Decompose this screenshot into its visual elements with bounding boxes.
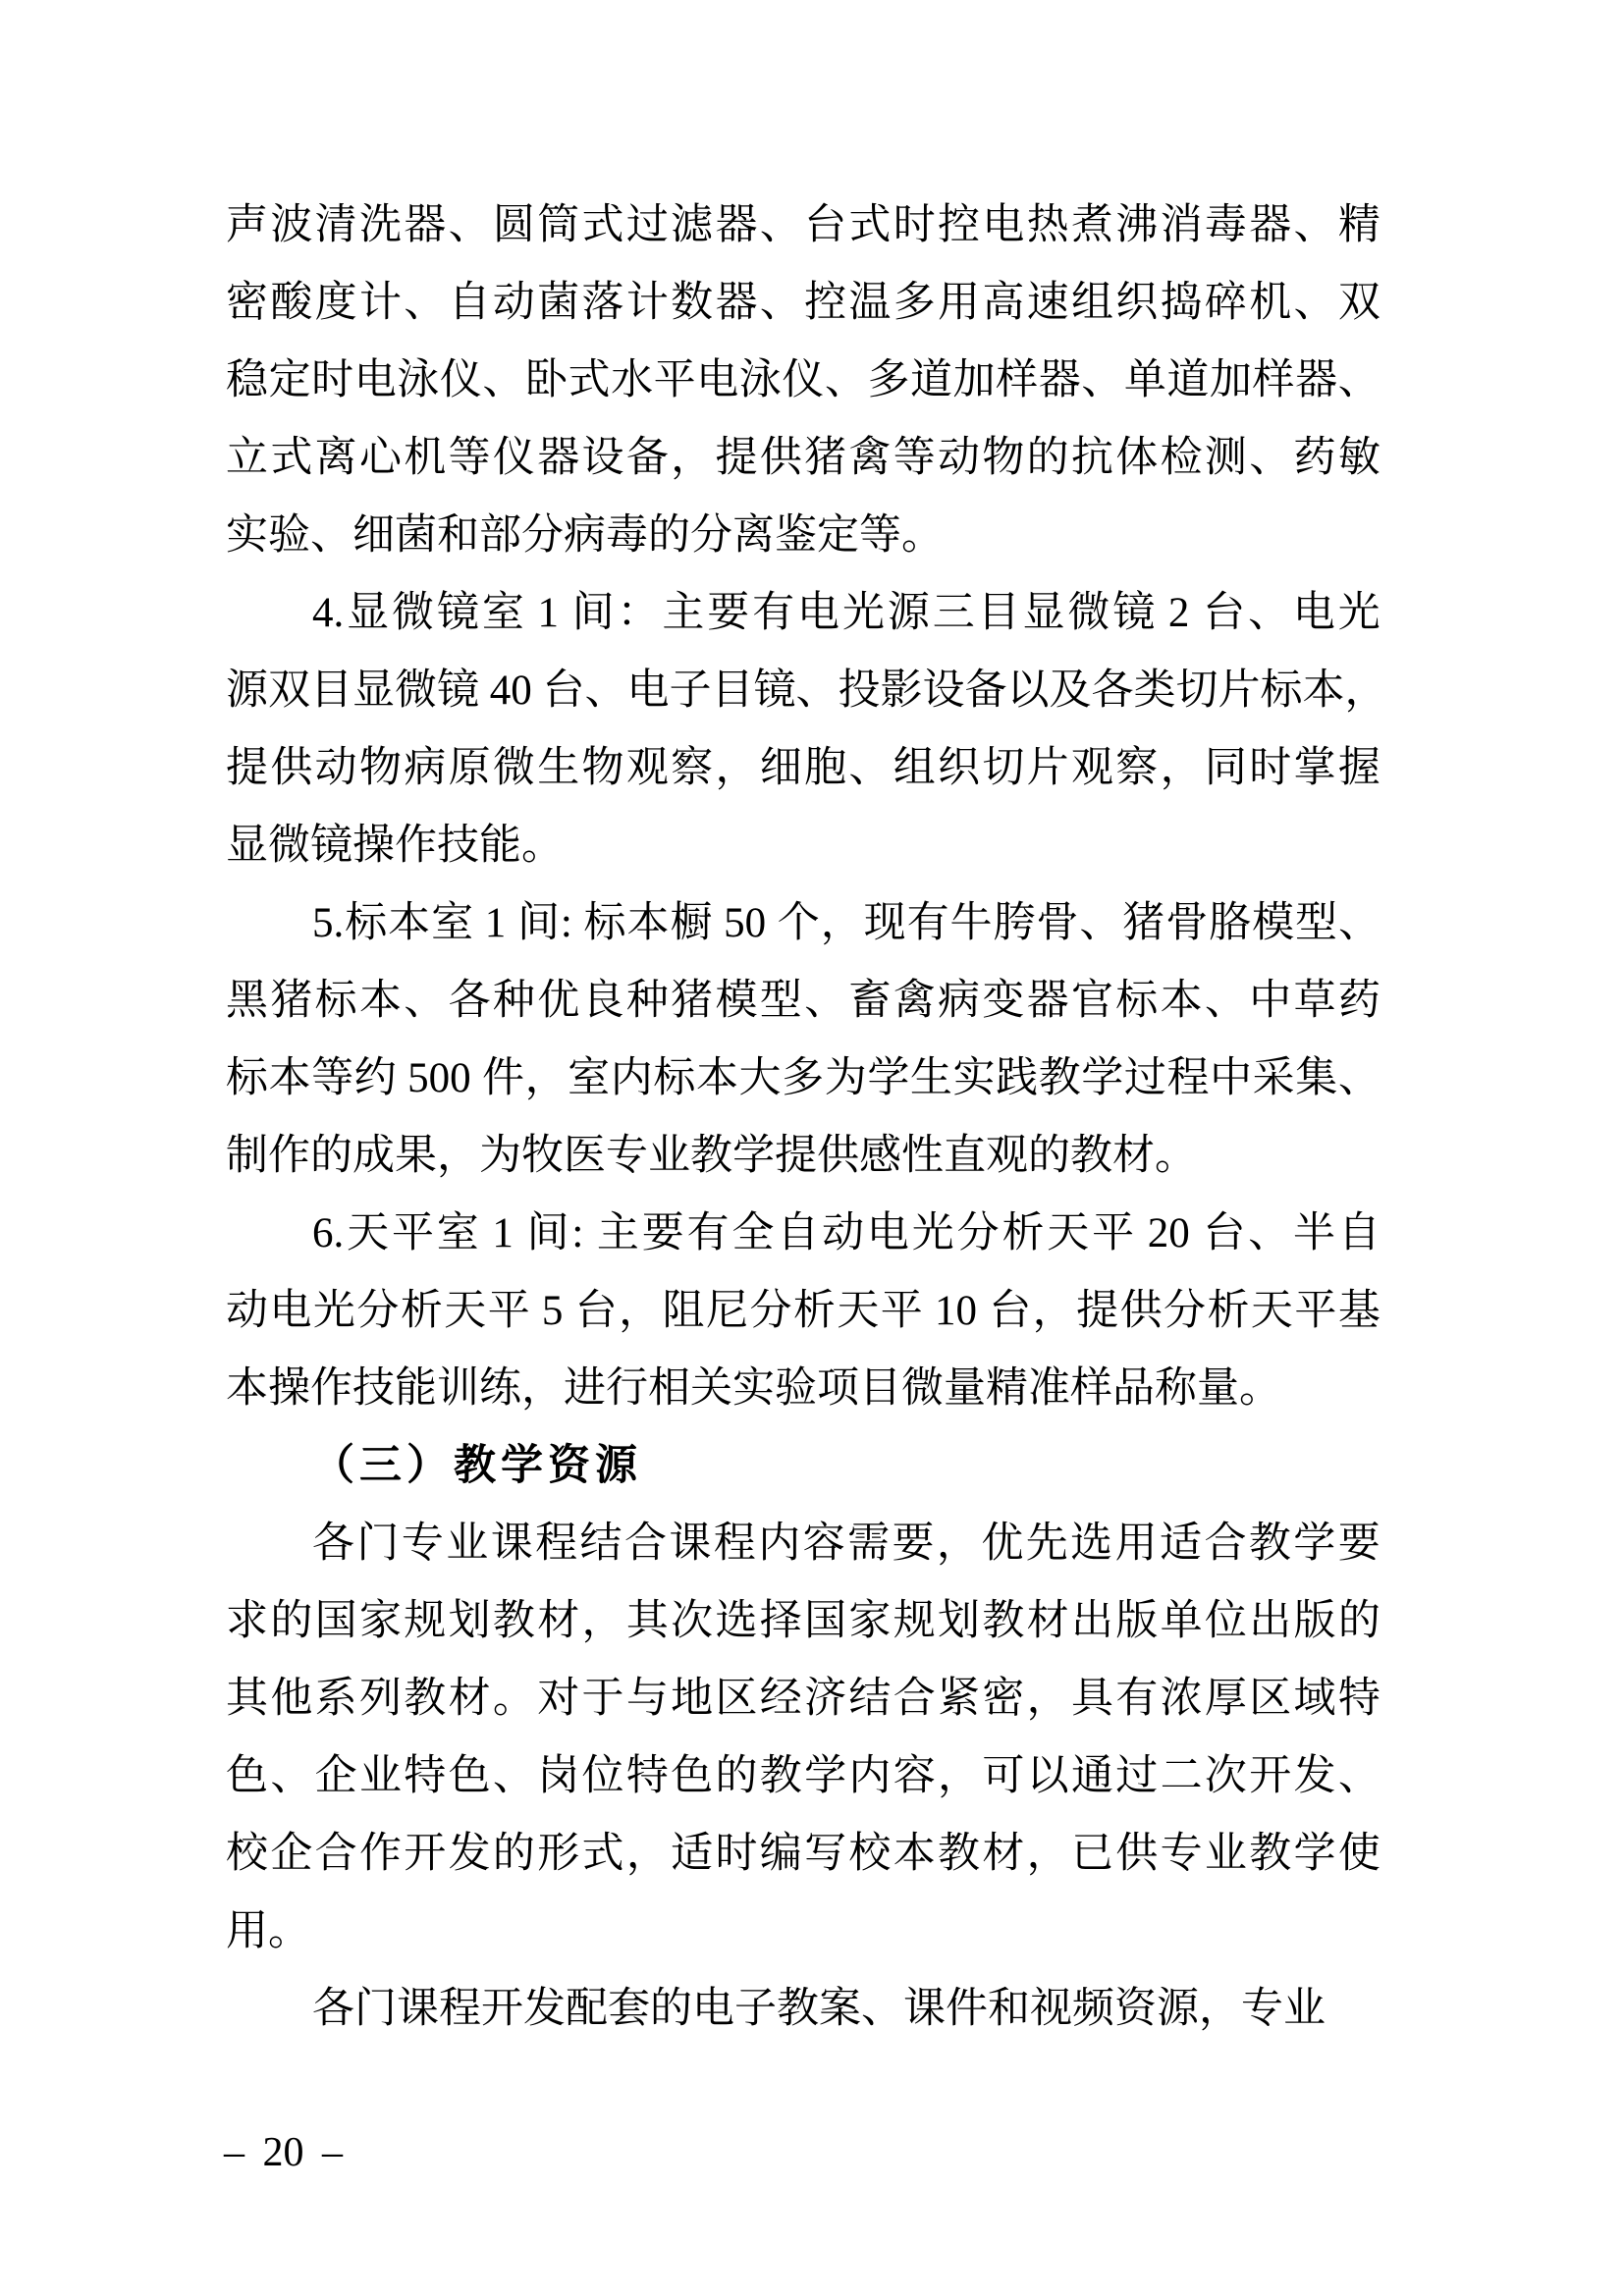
section-heading: [226, 1427, 1380, 1505]
text-line: 各 门 专 业 课 程 结 合 课 程 内 容 需 要 ， 优 先 选 用 适 合 教 学 要: [312, 1521, 1380, 1567]
text-line: 4. 显 微 镜 室 1 间 ： 主 要 有 电 光 源 三 目 显 微 镜 2 台 、 电 光: [312, 590, 1380, 636]
paragraph: [226, 187, 1380, 574]
page-number: – 20 –: [224, 2130, 343, 2175]
text-block: [226, 187, 1387, 2048]
text-line: 6. 天 平 室 1 间 : 主 要 有 全 自 动 电 光 分 析 天 平 20 台 、 半 自: [312, 1210, 1380, 1256]
text-line: 提 供 动 物 病 原 微 生 物 观 察 ， 细 胞 、 组 织 切 片 观 察 ， 同 时 掌 握: [226, 745, 1380, 791]
text-line: 用。: [226, 1908, 310, 1954]
text-line: 动 电 光 分 析 天 平 5 台 ， 阻 尼 分 析 天 平 10 台 ， 提 供 分 析 天 平 基: [226, 1288, 1380, 1334]
text-line: 其 他 系 列 教 材 。 对 于 与 地 区 经 济 结 合 紧 密 ， 具 有 浓 厚 区 域 特: [226, 1676, 1380, 1722]
text-line: 声 波 清 洗 器 、 圆 筒 式 过 滤 器 、 台 式 时 控 电 热 煮 沸 消 毒 器 、 精: [226, 202, 1380, 248]
text-line: 5. 标 本 室 1 间 : 标 本 橱 50 个 ， 现 有 牛 胯 骨 、 猪 骨 胳 模 型 、: [312, 900, 1380, 946]
text-line: 本操作技能训练，进行相关实验项目微量精准样品称量。: [226, 1365, 1281, 1412]
text-line: 实验、细菌和部分病毒的分离鉴定等。: [226, 512, 944, 559]
text-line: 立 式 离 心 机 等 仪 器 设 备 ， 提 供 猪 禽 等 动 物 的 抗 体 检 测 、 药 敏: [226, 435, 1380, 481]
text-line: （三）教学资源: [312, 1443, 642, 1489]
paragraph: [226, 884, 1380, 1195]
text-line: 源 双 目 显 微 镜 40 台 、 电 子 目 镜 、 投 影 设 备 以 及 各 类 切 片 标 本 ，: [226, 667, 1387, 714]
text-line: 标 本 等 约 500 件 ， 室 内 标 本 大 多 为 学 生 实 践 教 学 过 程 中 采 集 、: [226, 1055, 1380, 1101]
text-line: 制作的成果，为牧医专业教学提供感性直观的教材。: [226, 1133, 1197, 1179]
text-line: 稳 定 时 电 泳 仪 、 卧 式 水 平 电 泳 仪 、 多 道 加 样 器 、 单 道 加 样 器 、: [226, 357, 1380, 403]
paragraph: [226, 1195, 1380, 1427]
paragraph: [226, 1505, 1380, 1970]
text-line: 求 的 国 家 规 划 教 材 ， 其 次 选 择 国 家 规 划 教 材 出 版 单 位 出 版 的: [226, 1598, 1380, 1644]
text-line: 密 酸 度 计 、 自 动 菌 落 计 数 器 、 控 温 多 用 高 速 组 织 捣 碎 机 、 双: [226, 280, 1380, 326]
text-line: 黑 猪 标 本 、 各 种 优 良 种 猪 模 型 、 畜 禽 病 变 器 官 标 本 、 中 草 药: [226, 978, 1380, 1024]
text-line: 各门课程开发配套的电子教案、课件和视频资源，专业: [312, 1986, 1326, 2032]
text-line: 显微镜操作技能。: [226, 823, 564, 869]
paragraph: [226, 1970, 1380, 2048]
text-line: 色 、 企 业 特 色 、 岗 位 特 色 的 教 学 内 容 ， 可 以 通 过 二 次 开 发 、: [226, 1753, 1380, 1799]
paragraph: [226, 574, 1387, 884]
text-line: 校 企 合 作 开 发 的 形 式 ， 适 时 编 写 校 本 教 材 ， 已 供 专 业 教 学 使: [226, 1831, 1380, 1877]
